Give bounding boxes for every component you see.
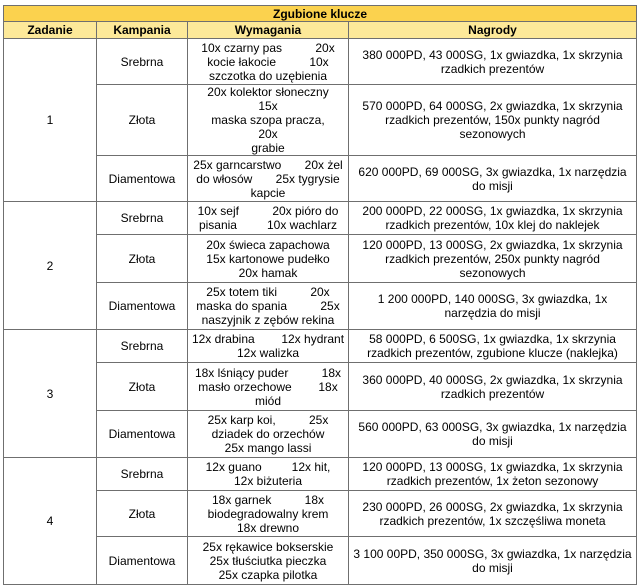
requirements-cell: 10x czarny pas 20x kocie łakocie 10x szczotka do uzębienia <box>188 39 349 85</box>
requirements-cell: 25x totem tiki 20x maska do spania 25x naszyjnik z zębów rekina <box>188 283 349 330</box>
table-row <box>4 458 637 491</box>
task-number: 3 <box>4 330 97 458</box>
requirements-cell: 25x karp koi, 25x dziadek do orzechów 25x mango lassi <box>188 411 349 458</box>
table-row <box>4 235 637 283</box>
table-row <box>4 537 637 585</box>
rewards-cell: 58 000PD, 6 500SG, 1x gwiazdka, 1x skrzynia rzadkich prezentów, zgubione klucze (naklejka) <box>349 330 637 363</box>
table-row <box>4 39 637 85</box>
campaign-cell: Złota <box>97 85 188 156</box>
rewards-cell: 120 000PD, 13 000SG, 2x gwiazdka, 1x skrzynia rzadkich prezentów, 250x punkty nagród sezonowych <box>349 235 637 283</box>
task-number: 1 <box>4 39 97 202</box>
table-row <box>4 411 637 458</box>
rewards-cell: 570 000PD, 64 000SG, 2x gwiazdka, 1x skrzynia rzadkich prezentów, 150x punkty nagród sezonowych <box>349 85 637 156</box>
campaign-cell: Srebrna <box>97 330 188 363</box>
requirements-cell: 20x kolektor słoneczny 15x maska szopa pracza, 20x grabie <box>188 85 349 156</box>
task-number: 4 <box>4 458 97 585</box>
header-campaign: Kampania <box>97 22 188 39</box>
requirements-cell: 18x garnek 18x biodegradowalny krem 18x drewno <box>188 491 349 537</box>
campaign-cell: Diamentowa <box>97 537 188 585</box>
header-requirements: Wymagania <box>188 22 349 39</box>
campaign-cell: Złota <box>97 235 188 283</box>
requirements-cell: 18x lśniący puder 18x masło orzechowe 18x miód <box>188 363 349 411</box>
rewards-cell: 560 000PD, 63 000SG, 3x gwiazdka, 1x narzędzia do misji <box>349 411 637 458</box>
table-row <box>4 202 637 235</box>
header-task: Zadanie <box>4 22 97 39</box>
campaign-cell: Diamentowa <box>97 283 188 330</box>
requirements-cell: 12x drabina 12x hydrant 12x walizka <box>188 330 349 363</box>
rewards-cell: 380 000PD, 43 000SG, 1x gwiazdka, 1x skrzynia rzadkich prezentów <box>349 39 637 85</box>
rewards-cell: 3 100 00PD, 350 000SG, 3x gwiazdka, 1x narzędzia do misji <box>349 537 637 585</box>
campaign-cell: Złota <box>97 363 188 411</box>
requirements-cell: 10x sejf 20x pióro do pisania 10x wachlarz <box>188 202 349 235</box>
rewards-table <box>3 5 637 585</box>
requirements-cell: 20x świeca zapachowa 15x kartonowe pudełko 20x hamak <box>188 235 349 283</box>
table-row <box>4 85 637 156</box>
header-rewards: Nagrody <box>349 22 637 39</box>
table-row <box>4 491 637 537</box>
campaign-cell: Srebrna <box>97 202 188 235</box>
campaign-cell: Diamentowa <box>97 156 188 202</box>
campaign-cell: Srebrna <box>97 458 188 491</box>
task-number: 2 <box>4 202 97 330</box>
table-row <box>4 363 637 411</box>
rewards-cell: 360 000PD, 40 000SG, 2x gwiazdka, 1x skrzynia rzadkich prezentów <box>349 363 637 411</box>
campaign-cell: Złota <box>97 491 188 537</box>
rewards-cell: 200 000PD, 22 000SG, 1x gwiazdka, 1x skrzynia rzadkich prezentów, 10x klej do naklejek <box>349 202 637 235</box>
campaign-cell: Srebrna <box>97 39 188 85</box>
table-row <box>4 283 637 330</box>
table-title: Zgubione klucze <box>4 6 637 22</box>
requirements-cell: 25x garncarstwo 20x żel do włosów 25x tygrysie kapcie <box>188 156 349 202</box>
table-row <box>4 156 637 202</box>
requirements-cell: 25x rękawice bokserskie 25x tłuściutka pieczka 25x czapka pilotka <box>188 537 349 585</box>
table-row <box>4 330 637 363</box>
rewards-cell: 230 000PD, 26 000SG, 2x gwiazdka, 1x skrzynia rzadkich prezentów, 1x szczęśliwa moneta <box>349 491 637 537</box>
rewards-cell: 1 200 000PD, 140 000SG, 3x gwiazdka, 1x narzędzia do misji <box>349 283 637 330</box>
requirements-cell: 12x guano 12x hit, 12x biżuteria <box>188 458 349 491</box>
rewards-cell: 620 000PD, 69 000SG, 3x gwiazdka, 1x narzędzia do misji <box>349 156 637 202</box>
rewards-cell: 120 000PD, 13 000SG, 1x gwiazdka, 1x skrzynia rzadkich prezentów, 1x żeton sezonowy <box>349 458 637 491</box>
campaign-cell: Diamentowa <box>97 411 188 458</box>
